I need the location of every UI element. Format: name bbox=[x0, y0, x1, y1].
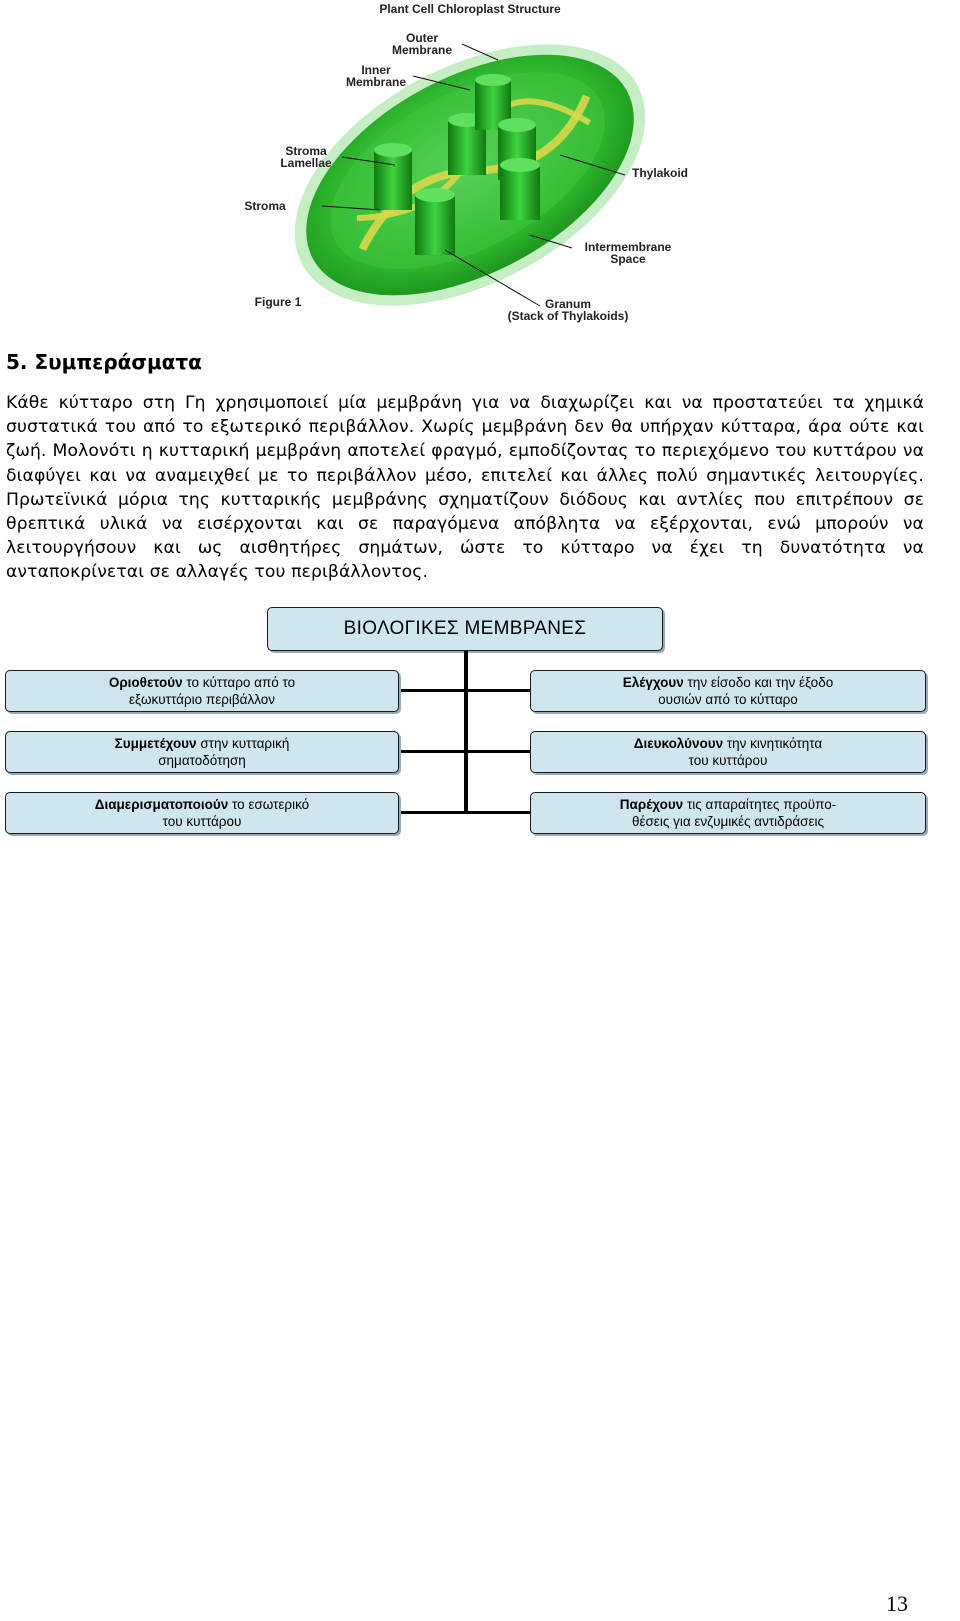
left-box-3-rest: το εσωτερικό bbox=[228, 797, 310, 812]
label-granum-2: (Stack of Thylakoids) bbox=[507, 309, 629, 323]
right-box-2-line2: του κυττάρου bbox=[688, 753, 768, 768]
right-box-3-bold: Παρέχουν bbox=[619, 797, 684, 812]
right-box-1-line2: ουσιών από το κύτταρο bbox=[658, 692, 798, 707]
label-granum-1: Granum bbox=[544, 297, 592, 311]
section-heading: 5. Συμπεράσματα bbox=[6, 350, 202, 374]
label-stroma-lamellae-1: Stroma bbox=[285, 144, 327, 158]
granum-stack bbox=[415, 188, 455, 255]
connector-row-2 bbox=[398, 750, 530, 753]
left-box-1 bbox=[5, 670, 399, 712]
left-box-1-bold: Οριοθετούν bbox=[108, 675, 183, 690]
left-box-3 bbox=[5, 792, 399, 834]
label-outer-membrane-2: Membrane bbox=[391, 43, 453, 57]
chloroplast-figure bbox=[230, 0, 710, 335]
right-box-1-rest: την είσοδο και την έξοδο bbox=[683, 675, 834, 690]
granum-stack bbox=[500, 158, 540, 220]
left-box-2 bbox=[5, 731, 399, 773]
figure-title: Plant Cell Chloroplast Structure bbox=[379, 2, 561, 16]
left-box-3-line2: του κυττάρου bbox=[162, 814, 242, 829]
right-box-3 bbox=[530, 792, 926, 834]
right-box-3-rest: τις απαραίτητες προϋπο- bbox=[683, 797, 837, 812]
page-number: 13 bbox=[886, 1591, 908, 1616]
label-thylakoid: Thylakoid bbox=[631, 166, 689, 180]
right-box-3-line2: θέσεις για ενζυμικές αντιδράσεις bbox=[631, 814, 825, 829]
diagram-title: ΒΙΟΛΟΓΙΚΕΣ ΜΕΜΒΡΑΝΕΣ bbox=[343, 618, 587, 639]
diagram-title-box bbox=[267, 607, 663, 651]
granum-stack bbox=[374, 143, 412, 210]
label-inner-membrane-1: Inner bbox=[361, 63, 391, 77]
label-outer-membrane-1: Outer bbox=[405, 31, 439, 45]
right-box-1-bold: Ελέγχουν bbox=[622, 675, 684, 690]
right-box-2-bold: Διευκολύνουν bbox=[633, 736, 724, 751]
right-box-2-rest: την κινητικότητα bbox=[723, 736, 823, 751]
left-box-2-rest: στην κυτταρική bbox=[196, 736, 290, 751]
connector-trunk bbox=[464, 651, 468, 813]
conclusions-paragraph: Κάθε κύτταρο στη Γη χρησιμοποιεί μία μεμβράνη για να διαχωρίζει και να προστατεύει τα χημικά συστατικά του από το εξωτερικό περιβάλλον. Χωρίς μεμβράνη δεν θα υπήρχαν κύτταρα, άρα ούτε και ζωή. Μολονότι η κυτταρική μεμβράνη αποτελεί φραγμό, εμποδίζοντας το περιεχόμενο του κυττάρου να διαφύγει και να αναμειχθεί με το περιβάλλον μέσο, επιτελεί και άλλες πολύ σημαντικές λειτουργίες. Πρωτεϊνικά μόρια της κυτταρικής μεμβράνης σχηματίζουν διόδους και αντλίες που επιτρέπουν σε θρεπτικά υλικά να εισέρχονται και σε παραγόμενα απόβλητα να εξέρχονται, ενώ μπορούν να λειτουργήσουν και ως αισθητήρες σημάτων, ώστε το κύτταρο να έχει τη δυνατότητα να ανταποκρίνεται σε αλλαγές του περιβάλλοντος. bbox=[6, 393, 924, 583]
right-box-2 bbox=[530, 731, 926, 773]
label-stroma-lamellae-2: Lamellae bbox=[280, 156, 332, 170]
label-intermembrane-2: Space bbox=[610, 252, 646, 266]
left-box-2-line2: σηματοδότηση bbox=[158, 753, 246, 768]
connector-row-1 bbox=[398, 689, 530, 692]
chloroplast-illustration bbox=[230, 0, 710, 335]
figure-caption: Figure 1 bbox=[254, 295, 302, 309]
left-box-1-line2: εξωκυττάριο περιβάλλον bbox=[128, 692, 276, 707]
label-intermembrane-1: Intermembrane bbox=[584, 240, 672, 254]
label-stroma: Stroma bbox=[244, 199, 286, 213]
membranes-diagram bbox=[0, 618, 960, 865]
connector-row-3 bbox=[398, 811, 530, 814]
left-box-1-rest: το κύτταρο από το bbox=[182, 675, 296, 690]
left-box-3-bold: Διαμερισματοποιούν bbox=[94, 797, 229, 812]
right-box-1 bbox=[530, 670, 926, 712]
left-box-2-bold: Συμμετέχουν bbox=[114, 736, 197, 751]
label-inner-membrane-2: Membrane bbox=[345, 75, 407, 89]
